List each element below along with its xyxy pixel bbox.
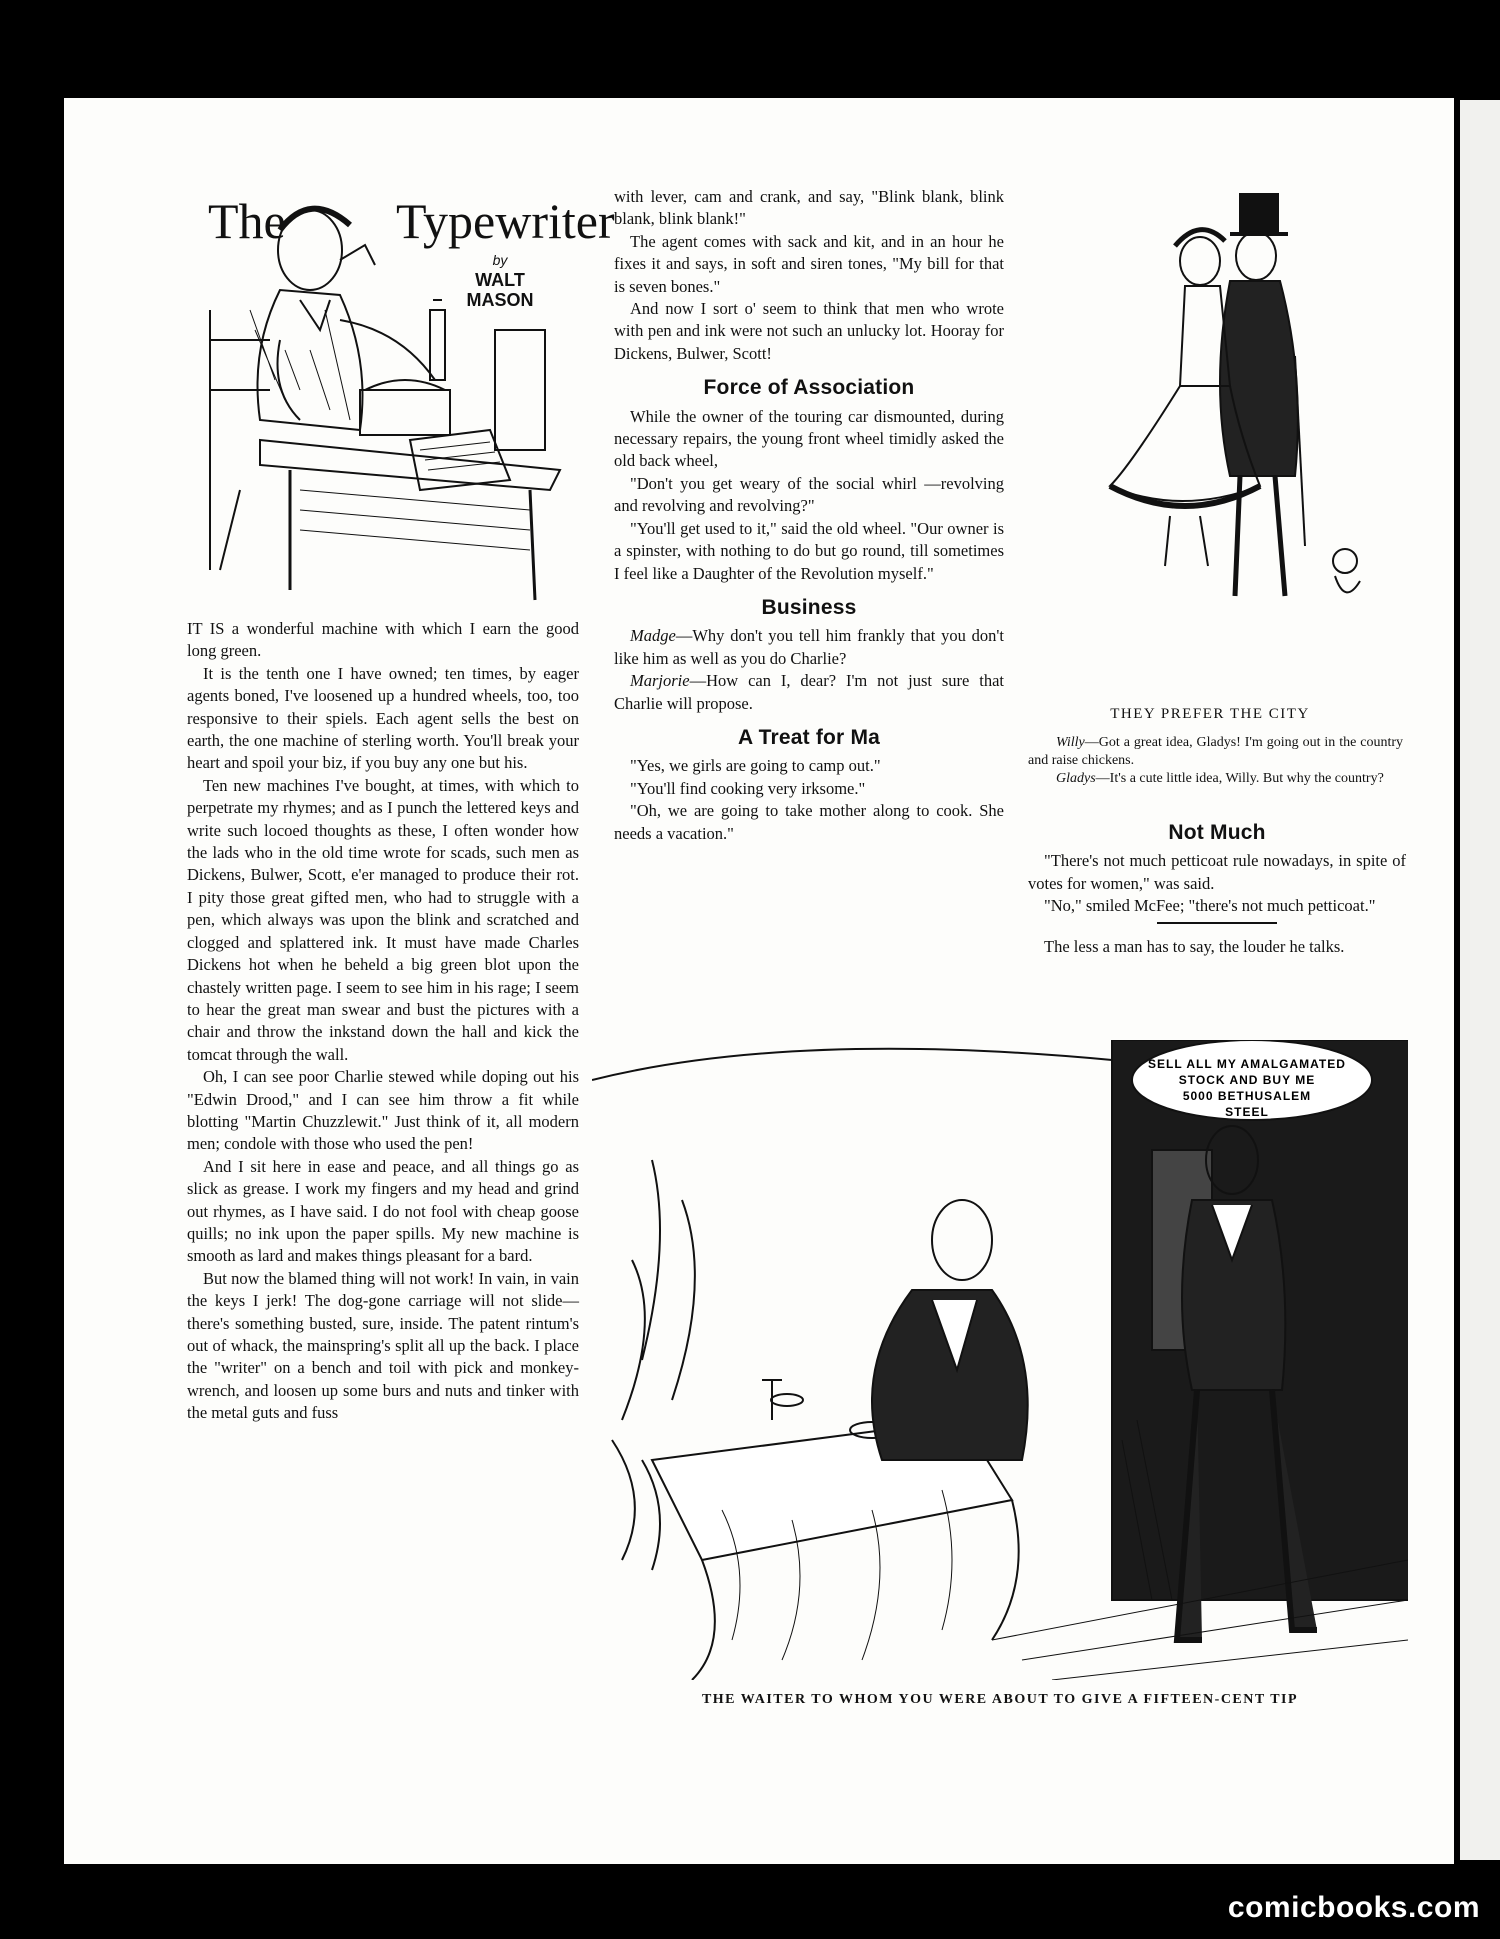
typewriter-para-2: It is the tenth one I have owned; ten times, by eager agents boned, I've loosened up a hundred wheels, too, too responsive to their spiels. Each agent sells the best on earth, the one machine of sterling worth. You'll break your heart and spoil your biz, if you buy any one but his.: [187, 663, 579, 773]
column-1: [187, 618, 579, 1425]
treat-para-3: "Oh, we are going to take mother along to cook. She needs a vacation.": [614, 801, 1004, 843]
heading-business: Business: [761, 595, 857, 619]
not-much-para-1: "There's not much petticoat rule nowadays, in spite of votes for women," was said.: [1028, 851, 1406, 893]
city-text-1: —Got a great idea, Gladys! I'm going out in the country and raise chickens.: [1028, 735, 1403, 768]
title-part2: Typewriter: [396, 193, 615, 249]
next-page-edge: [1460, 100, 1500, 1860]
city-speaker-2: Gladys: [1056, 771, 1096, 786]
force-para-2: "Don't you get weary of the social whirl —revolving and revolving and revolving?": [614, 473, 1004, 516]
title-part1: The: [208, 193, 286, 249]
bubble-line-1: SELL ALL MY AMALGAMATED: [1148, 1057, 1346, 1071]
business-line-2: [614, 670, 1004, 715]
typewriter-illustration: [190, 190, 590, 610]
bubble-line-4: STEEL: [1225, 1105, 1269, 1119]
typewriter-para-3: Ten new machines I've bought, at times, with which to perpetrate my rhymes; and as I punch the lettered keys and write such locoed thoughts as these, I often wonder how the lads who in the old time wrote for scads, such men as Dickens, Bulwer, Scott, e'er managed to produce their rot. I pity those great gifted men, who had to struggle with a pen, which always was upon the blink and scratched and clogged and splattered ink. It must have made Charles Dickens hot when he beheld a big green blot upon the chastely written page. I seem to see him in his rage; I seem to hear the great man swear and bust the pictures with a chair and throw the inkstand down the hall and kick the tomcat through the wall.: [187, 775, 579, 1064]
column-2: [614, 186, 1004, 845]
byline-name1: WALT: [475, 270, 525, 290]
heading-force-of-association: Force of Association: [703, 376, 915, 400]
not-much-para-2: "No," smiled McFee; "there's not much petticoat.": [1044, 896, 1376, 916]
bubble-line-2: STOCK AND BUY ME: [1178, 1073, 1316, 1087]
force-para-1: While the owner of the touring car dismounted, during necessary repairs, the young front wheel timidly asked the old back wheel,: [614, 406, 1004, 471]
city-cartoon-dialogue: [1028, 734, 1403, 788]
city-cartoon-caption: THEY PREFER THE CITY: [1110, 706, 1310, 722]
heading-treat-for-ma: A Treat for Ma: [737, 725, 881, 749]
typewriter-para-1: [187, 618, 579, 663]
typewriter-para-9: And now I sort o' seem to think that men who wrote with pen and ink were not such an unlucky lot. Hooray for Dickens, Bulwer, Scott!: [614, 299, 1004, 363]
treat-para-2: "You'll find cooking very irksome.": [630, 778, 866, 798]
waiter-cartoon-caption: THE WAITER TO WHOM YOU WERE ABOUT TO GIVE A FIFTEEN-CENT TIP: [701, 1692, 1299, 1707]
business-text-1: —Why don't you tell him frankly that you don't like him as well as you do Charlie?: [614, 626, 1004, 668]
typewriter-para-7: with lever, cam and crank, and say, "Blink blank, blink blank, blink blank!": [614, 187, 1004, 229]
site-watermark: comicbooks.com: [1227, 1891, 1480, 1924]
business-speaker-1: Madge: [630, 626, 676, 646]
typewriter-para-4: Oh, I can see poor Charlie stewed while doping out his "Edwin Drood," and I can see him throw a fit while blotting "Martin Chuzzlewit." Just think of it, all modern men; condole with those who used the pen!: [187, 1067, 579, 1154]
not-much-section: [1028, 812, 1406, 958]
city-cartoon-line-2: [1028, 770, 1403, 788]
not-much-aside: The less a man has to say, the louder he talks.: [1044, 936, 1345, 956]
bubble-line-3: 5000 BETHUSALEM: [1182, 1089, 1312, 1103]
typewriter-para-1-text: IT IS a wonderful machine with which I earn the good long green.: [187, 619, 579, 661]
force-para-3: "You'll get used to it," said the old wheel. "Our owner is a spinster, with nothing to do but go round, till sometimes I feel like a Daughter of the Revolution myself.": [614, 518, 1004, 583]
typewriter-para-6: But now the blamed thing will not work! In vain, in vain the keys I jerk! The dog-gone carriage will not slide—there's something busted, sure, inside. The patent rintum's out of whack, the mainspring's split all up the back. I place the "writer" on a bench and toil with pick and monkey-wrench, and loosen up some burs and nuts and tinker with the metal guts and fuss: [187, 1268, 579, 1423]
city-speaker-1: Willy: [1056, 735, 1085, 750]
city-text-2: —It's a cute little idea, Willy. But why the country?: [1095, 771, 1384, 786]
byline-by: by: [492, 252, 508, 268]
waiter-cartoon: [592, 1040, 1408, 1680]
heading-not-much: Not Much: [1168, 821, 1266, 844]
byline-name2: MASON: [466, 290, 534, 310]
section-divider: [1157, 922, 1277, 924]
typewriter-para-8: The agent comes with sack and kit, and in an hour he fixes it and says, in soft and siren tones, "My bill for that is seven bones.": [614, 231, 1004, 296]
typewriter-para-5: And I sit here in ease and peace, and all things go as slick as grease. I work my fingers and my head and grind out rhymes, as I have said. I do not fool with cheap goose quills; no ink upon the paper spills. My new machine is smooth as lard and makes things pleasant for a bard.: [187, 1156, 579, 1266]
couple-illustration: [1090, 186, 1380, 626]
business-text-2: —How can I, dear? I'm not just sure that Charlie will propose.: [614, 671, 1004, 713]
city-cartoon-line-1: [1028, 734, 1403, 770]
treat-para-1: "Yes, we girls are going to camp out.": [630, 756, 881, 776]
business-speaker-2: Marjorie: [630, 671, 690, 691]
business-line-1: [614, 625, 1004, 670]
